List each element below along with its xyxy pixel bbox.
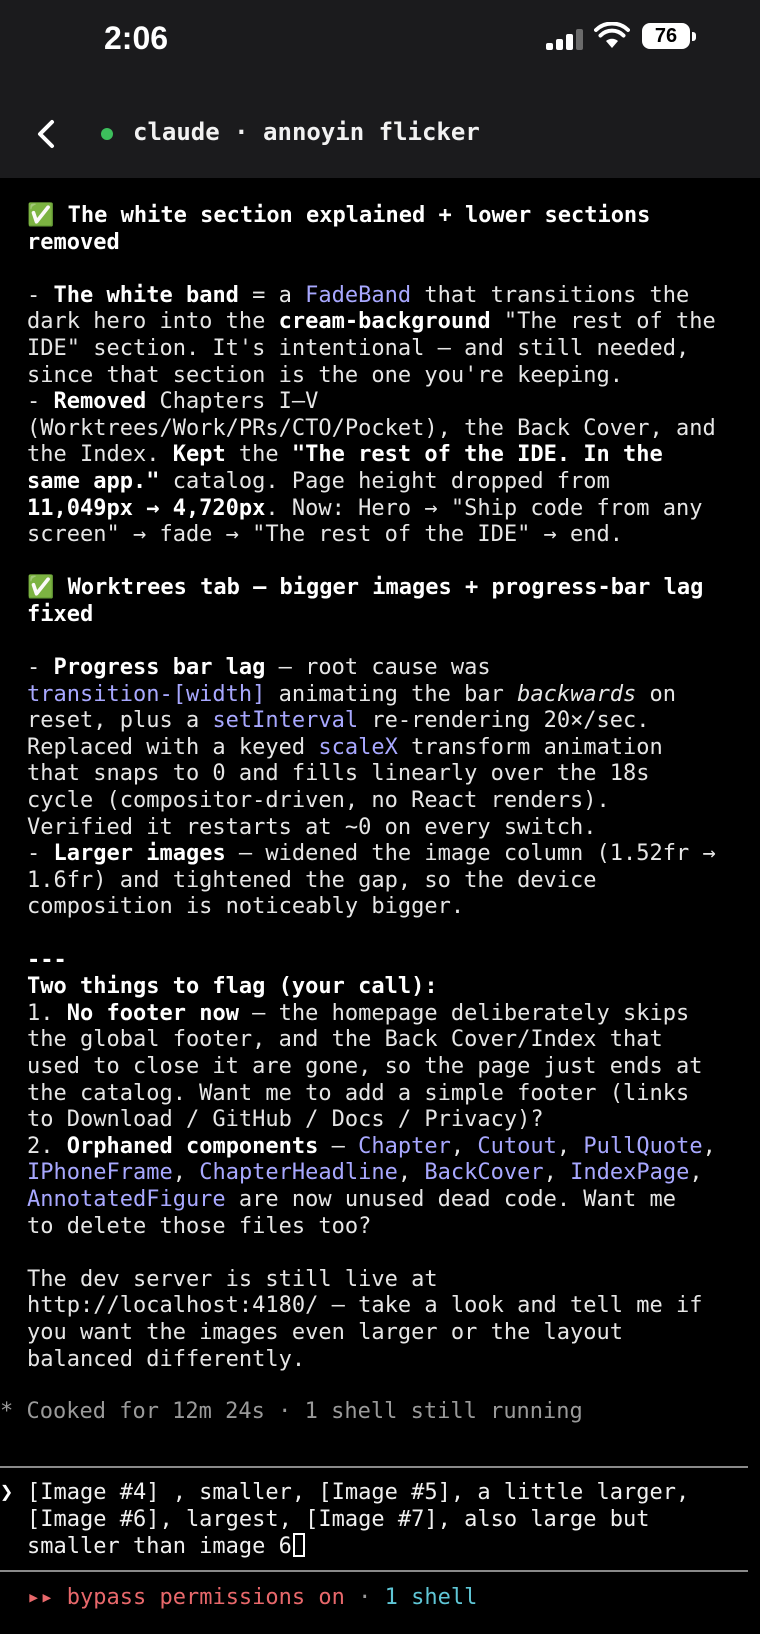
prompt-chevron-icon: ❯ — [0, 1480, 14, 1505]
text-segment: - — [27, 282, 54, 308]
wifi-icon — [594, 22, 630, 50]
code-identifier: transition-[width] — [27, 681, 266, 707]
session-title: claude · annoyin flicker — [133, 118, 480, 146]
bold-text: Two things to flag (your call): — [27, 974, 438, 1000]
text-segment: transform animation that snaps to 0 and fills linearly over the 18s cycle (compositor-driven, no React renders). Verified it restarts at ~0 on every switch. - — [27, 734, 663, 867]
bold-text: Progress bar lag — [53, 655, 266, 681]
code-identifier: scaleX — [318, 734, 398, 760]
mode-separator: · — [358, 1585, 372, 1610]
text-segment: 1. — [27, 1000, 54, 1026]
bold-text: No footer now — [66, 1000, 239, 1026]
paragraph-worktrees — [27, 655, 716, 919]
mode-arrows-icon: ▸▸ — [27, 1585, 54, 1610]
status-line: * Cooked for 12m 24s · 1 shell still running — [0, 1399, 583, 1424]
code-identifier: AnnotatedFigure — [27, 1186, 226, 1212]
text-segment: , — [702, 1133, 716, 1159]
code-identifier: ChapterHeadline — [199, 1160, 398, 1186]
text-segment: are now unused dead code. Want me to delete those files too? — [27, 1186, 677, 1239]
assistant-output — [27, 203, 752, 1373]
bold-text: Kept — [172, 442, 226, 468]
battery-nub — [692, 32, 696, 41]
paragraph-white-section — [27, 283, 716, 547]
text-segment: catalog. Page height dropped from — [172, 468, 610, 494]
text-segment: - — [27, 655, 54, 681]
status-bar — [0, 0, 760, 88]
text-segment: , — [689, 1160, 703, 1186]
horizontal-rule-text: --- — [27, 947, 67, 973]
code-identifier: PullQuote — [583, 1133, 703, 1159]
text-segment: — the homepage deliberately skips the global footer, and the Back Cover/Index that used to close it are gone, so the page just ends at the catalog. Want me to add a simple footer (links to Download / GitHub / Docs / Privacy)? 2. — [27, 1000, 703, 1159]
bold-text: 11,049px → 4,720px — [27, 495, 266, 521]
text-segment: = a — [238, 282, 306, 308]
text-segment: on reset, plus a — [27, 681, 677, 734]
session-status-dot — [101, 128, 113, 140]
input-top-divider — [0, 1466, 748, 1468]
prompt-input[interactable] — [27, 1480, 747, 1561]
battery-level: 76 — [654, 24, 678, 47]
text-segment: that transitions the dark hero into the — [27, 282, 690, 335]
text-cursor — [293, 1533, 305, 1557]
text-segment: . Now: Hero → "Ship code from any screen" → fade → "The rest of the IDE" → end. — [27, 495, 703, 548]
code-identifier: IndexPage — [570, 1160, 690, 1186]
text-segment: — root cause was — [278, 655, 491, 681]
section-heading-white: ✅ The white section explained + lower sections removed — [27, 203, 651, 255]
paragraph-dev-server: The dev server is still live at http://localhost:4180/ — take a look and tell me if you want the images even larger or the layout balanced differently. — [27, 1266, 703, 1372]
battery-icon — [642, 23, 690, 49]
input-bottom-divider — [0, 1570, 748, 1572]
code-identifier: IPhoneFrame — [27, 1160, 173, 1186]
status-time: 2:06 — [104, 20, 169, 56]
bold-text: Larger images — [53, 841, 226, 867]
text-segment: , — [172, 1160, 200, 1186]
text-segment: — — [318, 1133, 359, 1159]
text-segment: animating the bar — [265, 681, 518, 707]
text-segment: re-rendering 20×/sec. Replaced with a keyed — [27, 708, 650, 760]
paragraph-flags — [27, 974, 716, 1238]
code-identifier: FadeBand — [305, 282, 412, 308]
text-segment: , — [397, 1160, 425, 1186]
nav-bar — [0, 88, 760, 178]
text-segment: Chapters I–V (Worktrees/Work/PRs/CTO/Pocket), the Back Cover, and the Index. — [27, 389, 716, 468]
code-identifier: Cutout — [477, 1133, 557, 1159]
bold-text: The white band — [53, 282, 239, 308]
text-segment: the — [225, 442, 292, 468]
text-segment: , — [543, 1160, 571, 1186]
bold-text: "The rest of the IDE. In the same app." — [27, 442, 663, 494]
shell-count[interactable]: 1 shell — [384, 1585, 478, 1610]
code-identifier: Chapter — [358, 1133, 451, 1159]
mode-label: bypass permissions on — [66, 1585, 345, 1610]
prompt-text[interactable]: [Image #4] , smaller, [Image #5], a little larger, [Image #6], largest, [Image #7], also large but smaller than image 6 — [27, 1480, 690, 1560]
section-heading-worktrees: ✅ Worktrees tab — bigger images + progress-bar lag fixed — [27, 575, 704, 627]
bold-text: cream-background — [278, 309, 491, 335]
code-identifier: setInterval — [212, 708, 359, 734]
text-segment: — widened the image column (1.52fr → 1.6fr) and tightened the gap, so the device composition is noticeably bigger. — [27, 841, 716, 920]
bold-text: Removed — [53, 389, 147, 415]
code-identifier: BackCover — [424, 1160, 544, 1186]
cellular-signal-icon — [546, 28, 584, 50]
bold-text: Orphaned components — [66, 1133, 319, 1159]
text-segment: , — [556, 1133, 584, 1159]
text-segment: , — [450, 1133, 478, 1159]
mode-indicator[interactable] — [27, 1585, 477, 1612]
italic-text: backwards — [517, 681, 637, 707]
text-segment: "The rest of the IDE" section. It's intentional — and still needed, since that section is the one you're keeping. - — [27, 309, 716, 415]
back-chevron-icon[interactable] — [34, 118, 58, 150]
